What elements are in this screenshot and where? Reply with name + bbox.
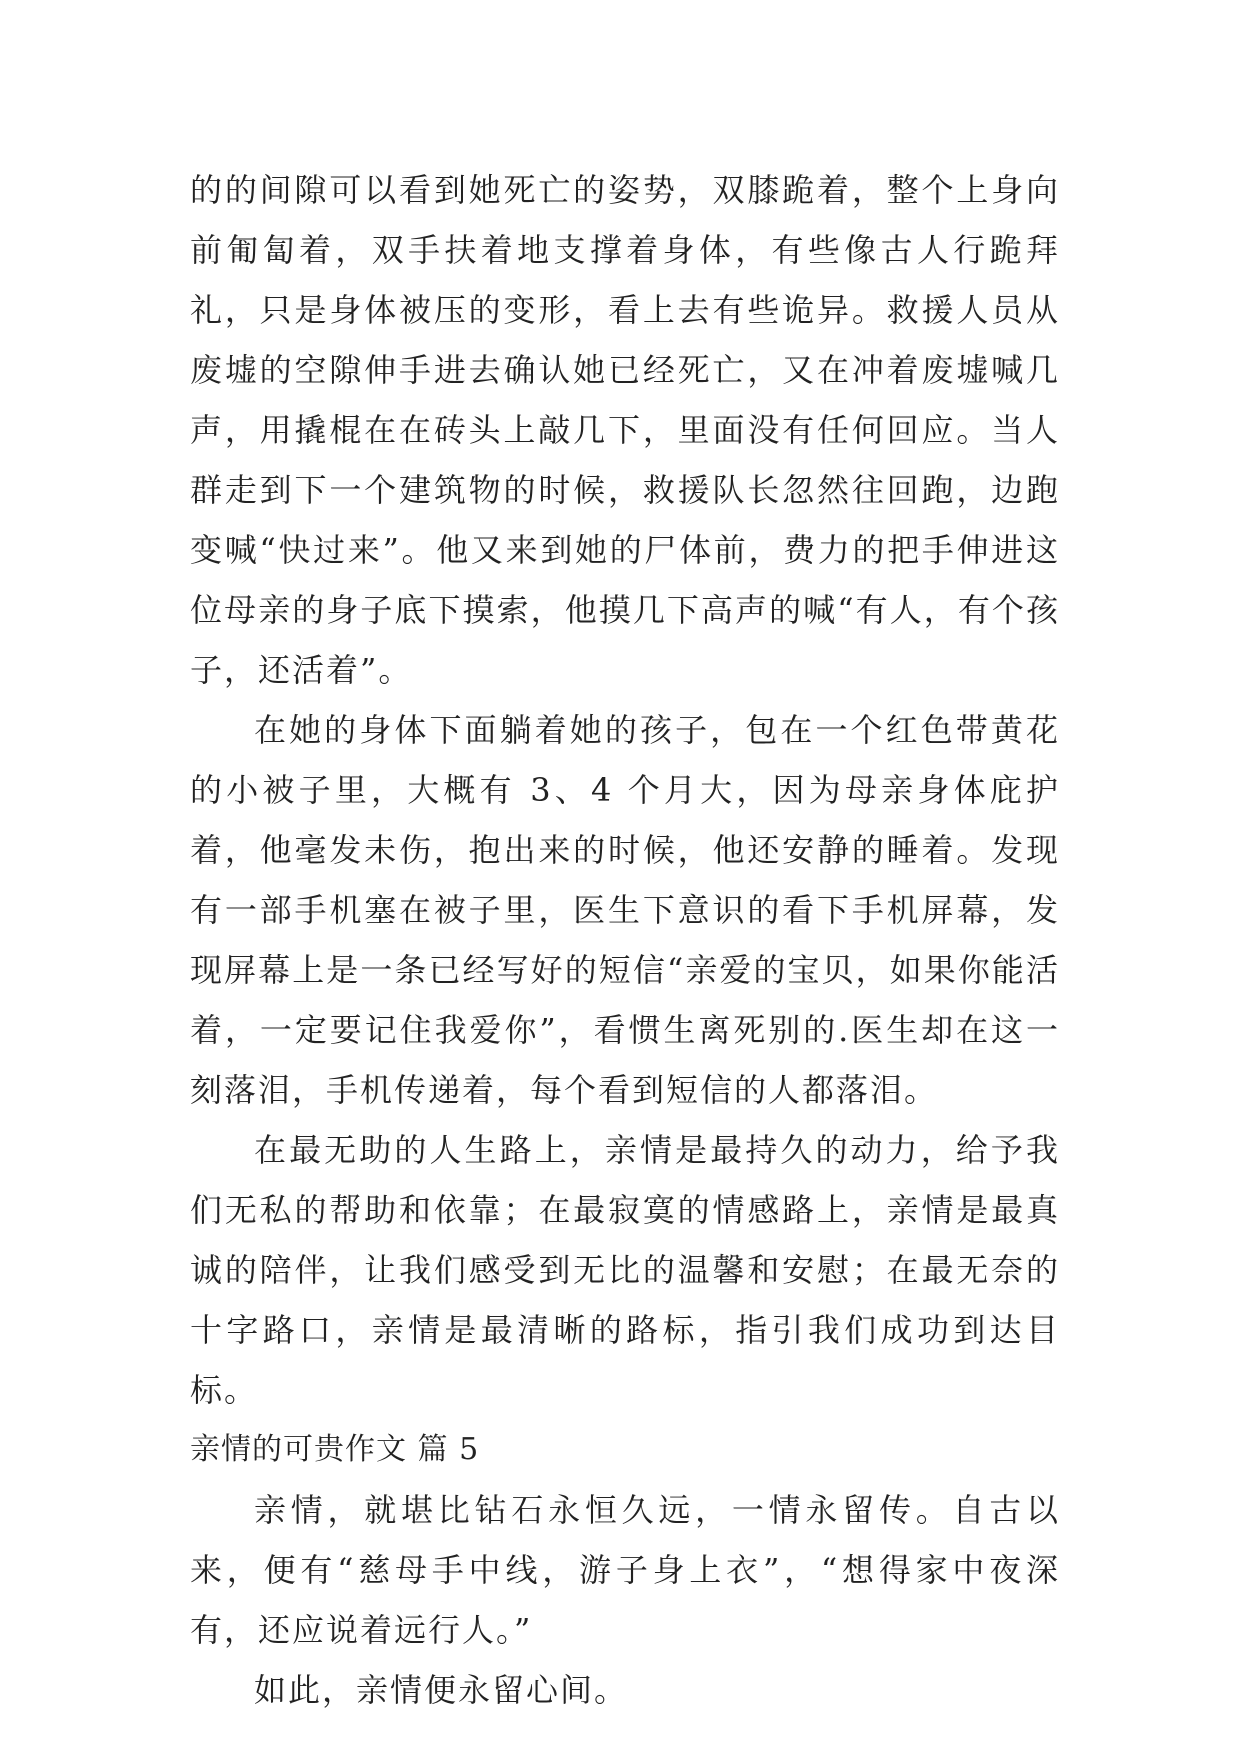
document-body <box>190 160 1060 1720</box>
paragraph-family-love: 在最无助的人生路上，亲情是最持久的动力，给予我们无私的帮助和依靠；在最寂寞的情感路上，亲情是最真诚的陪伴，让我们感受到无比的温馨和安慰；在最无奈的十字路口，亲情是最清晰的路标，指引我们成功到达目标。 <box>190 1131 1060 1409</box>
paragraph-rescue-scene: 的的间隙可以看到她死亡的姿势，双膝跪着，整个上身向前匍匐着，双手扶着地支撑着身体，有些像古人行跪拜礼，只是身体被压的变形，看上去有些诡异。救援人员从废墟的空隙伸手进去确认她已经死亡，又在冲着废墟喊几声，用撬棍在在砖头上敲几下，里面没有任何回应。当人群走到下一个建筑物的时候，救援队长忽然往回跑，边跑变喊“快过来”。他又来到她的尸体前，费力的把手伸进这位母亲的身子底下摸索，他摸几下高声的喊“有人，有个孩子，还活着”。 <box>190 171 1060 689</box>
paragraph-child-found: 在她的身体下面躺着她的孩子，包在一个红色带黄花的小被子里，大概有 3、4 个月大，因为母亲身体庇护着，他毫发未伤，抱出来的时候，他还安静的睡着。发现有一部手机塞在被子里，医生下意识的看下手机屏幕，发现屏幕上是一条已经写好的短信“亲爱的宝贝，如果你能活着，一定要记住我爱你”，看惯生离死别的.医生却在这一刻落泪，手机传递着，每个看到短信的人都落泪。 <box>190 711 1060 1109</box>
section-heading: 亲情的可贵作文 篇 5 <box>190 1432 480 1467</box>
paragraph-eternal-love: 亲情，就堪比钻石永恒久远，一情永留传。自古以来，便有“慈母手中线，游子身上衣”，“想得家中夜深有，还应说着远行人。” <box>190 1491 1060 1649</box>
paragraph-conclusion: 如此，亲情便永留心间。 <box>254 1671 629 1709</box>
